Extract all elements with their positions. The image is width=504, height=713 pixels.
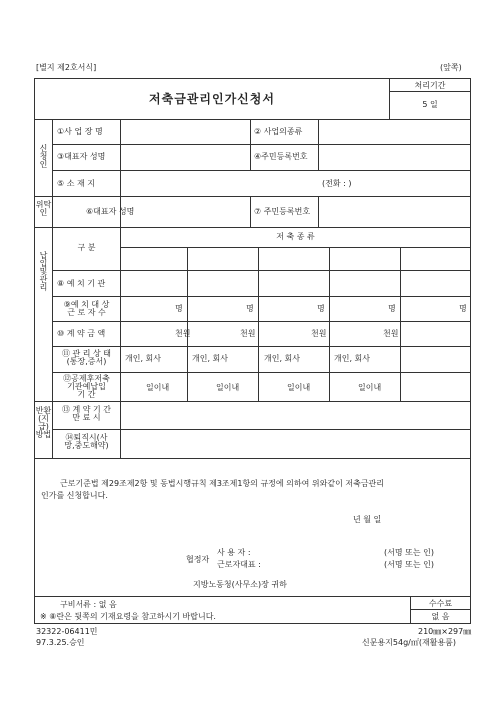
delegate-rep-name-field[interactable] [121,197,250,227]
delegate-resident-number-field[interactable] [319,197,470,227]
employer-signature[interactable]: (서명 또는 인) [384,548,434,557]
won-unit-4: 천원 [383,329,399,338]
payment-group-label: 납 입 및 관 리 [39,251,48,292]
contract-amount-label: ⑩ 계 약 금 액 [57,329,106,338]
page-side-label: (앞쪽) [440,63,462,72]
phone-label: (전화 : ) [322,179,352,188]
won-unit-2: 천원 [240,329,256,338]
won-unit-1: 천원 [175,329,191,338]
employer-label: 사 용 자 : [217,548,251,557]
refund-group-label: 반환 (지 급) 방법 [35,406,52,439]
location-label: ⑤ 소 재 지 [57,179,95,188]
resident-number-field[interactable] [319,145,470,170]
business-type-field[interactable] [319,120,470,144]
retirement-label: ⑭퇴직시(사 망,중도해약) [64,433,109,450]
depository-label: ⑧ 예 치 기 관 [57,279,106,288]
fee-label: 수수료 [428,599,453,608]
agreement-label: 협정자 [186,555,210,564]
delegate-rep-name-label: ⑥대표자 성명 [86,207,135,216]
contract-expiry-field[interactable] [121,402,470,429]
representative-name-field[interactable] [121,145,250,170]
worker-rep-signature[interactable]: (서명 또는 인) [384,560,434,569]
deduction-period-label: ⑫공제후저축 기관예납입 기 간 [63,374,110,399]
depository-fields[interactable] [121,273,470,295]
recipient-line: 지방노동청(사무소)장 귀하 [193,580,287,589]
statement-line-1: 근로기준법 제29조제2항 및 동법시행규칙 제3조제1항의 규정에 의하여 위와같이 저축금관리 [60,479,384,488]
within-days-2: 일이내 [216,383,240,392]
within-days-3: 일이내 [287,383,311,392]
fee-value: 없 음 [431,612,450,621]
footnote: ※ ⑧란은 뒷쪽의 기재요령을 참고하시기 바랍니다. [40,612,216,621]
business-type-label: ② 사업의종류 [254,127,303,136]
persons-unit-1: 명 [175,304,183,313]
representative-name-label: ③대표자 성명 [57,152,106,161]
category-header: 구 분 [77,243,96,252]
paper-type: 신문용지54g/㎡(재활용품) [362,638,457,647]
approval-date: 97.3.25.승인 [36,638,85,647]
required-docs: 구비서류 : 없 음 [60,600,117,609]
savings-type-header: 저 축 종 류 [276,232,315,241]
business-name-label: ①사 업 장 명 [57,127,103,136]
target-workers-label: ⑨예 치 대 상 근 로 자 수 [63,300,110,317]
management-status-label: ⑪ 관 리 상 태 (통장,증서) [61,349,112,366]
won-unit-3: 천원 [311,329,327,338]
persons-unit-5: 명 [459,304,467,313]
processing-period-label: 처리기간 [414,81,446,90]
delegate-resident-number-label: ⑦ 주민등록번호 [254,207,311,216]
resident-number-label: ④주민등록번호 [254,152,308,161]
delegate-group-label: 위탁 인 [35,200,52,217]
form-number-label: [별지 제2호서식] [36,63,97,72]
within-days-1: 일이내 [146,383,170,392]
individual-company-3[interactable]: 개인, 회사 [264,354,300,363]
form-code: 32322-06411민 [36,627,98,636]
location-field[interactable] [121,171,321,196]
individual-company-2[interactable]: 개인, 회사 [192,354,228,363]
applicant-group-label: 신 청 인 [39,144,48,169]
individual-company-4[interactable]: 개인, 회사 [334,354,370,363]
persons-unit-2: 명 [246,304,254,313]
contract-expiry-label: ⑬ 계 약 기 간 만 료 시 [61,405,112,422]
individual-company-1[interactable]: 개인, 회사 [125,354,161,363]
business-name-field[interactable] [121,120,250,144]
statement-line-2: 인가를 신청합니다. [41,491,108,500]
persons-unit-4: 명 [388,304,396,313]
paper-size: 210㎜×297㎜ [418,627,472,636]
within-days-4: 일이내 [358,383,382,392]
persons-unit-3: 명 [317,304,325,313]
form-title: 저축금관리인가신청서 [149,92,275,106]
processing-period-value: 5 일 [422,100,438,109]
date-line[interactable]: 년 월 일 [353,515,382,524]
retirement-field[interactable] [121,430,470,458]
worker-rep-label: 근로자대표 : [217,560,261,569]
